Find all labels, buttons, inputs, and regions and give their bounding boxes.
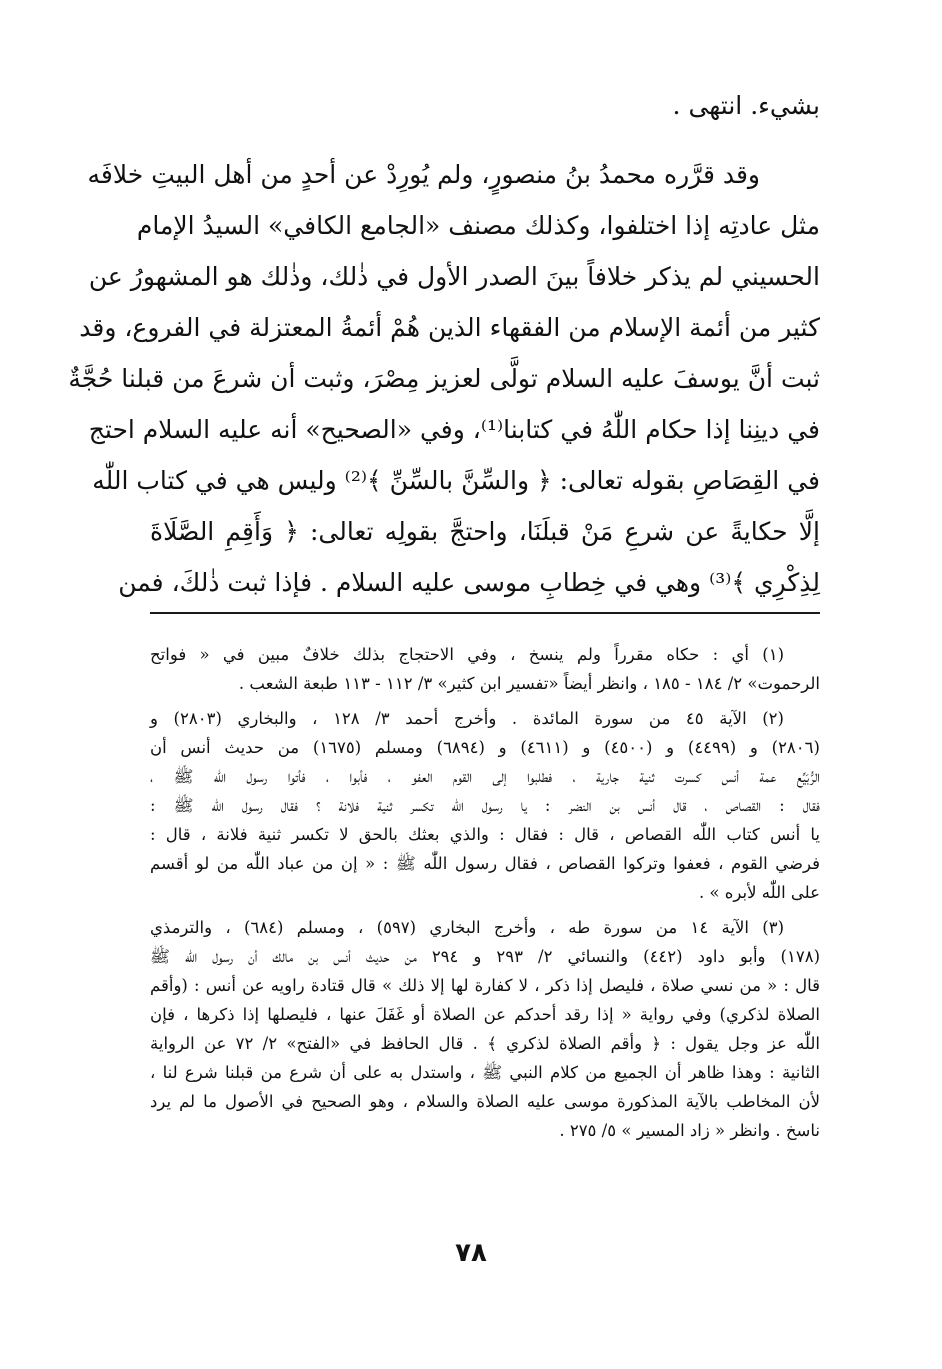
main-text-line: ثبت أنَّ يوسفَ عليه السلام تولَّى لعزيز مِصْرَ، وثبت أن شرعَ من قبلنا حُجَّةٌ (68, 364, 820, 393)
footnote-line: يا أنس كتاب اللّٰه القصاص ، قال : فقال : والذي بعثك بالحق لا تكسر ثنية فلانة ، قال : (150, 825, 820, 844)
footnote-separator (150, 612, 820, 614)
footnote-line: لأن المخاطب بالآية المذكورة موسى عليه الصلاة والسلام ، وهو الصحيح في الأصول ما لم يرد (150, 1092, 820, 1111)
footnote-line: قال : « من نسي صلاة ، فليصل إذا ذكر ، لا كفارة لها إلا ذلك » قال قتادة راويه عن أنس : (وأقم (150, 976, 820, 995)
main-text-line: في القِصَاصِ بقوله تعالى: ﴿ والسِّنَّ بالسِّنِّ ﴾⁽²⁾ وليس هي في كتاب اللّٰه (92, 466, 820, 495)
main-text-line: وقد قرَّره محمدُ بنُ منصورٍ، ولم يُورِدْ عن أحدٍ من أهل البيتِ خلافَه (87, 160, 760, 189)
main-text-line: لِذِكْرِي ﴾⁽³⁾ وهي في خِطابِ موسى عليه السلام . فإذا ثبت ذٰلكَ، فمن (118, 568, 820, 597)
footnote-line: الرُّبَيِّع عمة أنس كسرت ثنية جارية ، فطلبوا إلى القوم العفو ، فأبوا ، فأتوا رسول اللّٰه ﷺ ، (150, 767, 820, 786)
footnote-line: الصلاة لذكري) وفي رواية « إذا رقد أحدكم عن الصلاة أو غَفَلَ عنها ، فليصلها إذا ذكرها ، فإن (150, 1005, 820, 1024)
main-text-line: مثل عادتِه إذا اختلفوا، وكذلك مصنف «الجامع الكافي» السيدُ الإمام (136, 211, 820, 240)
main-text (68, 80, 820, 608)
main-text-line: في دينِنا إذا حكام اللّٰهُ في كتابنا⁽¹⁾، وفي «الصحيح» أنه عليه السلام احتج (88, 415, 820, 444)
footnote-line: ناسخ . وانظر « زاد المسير » ٥/ ٢٧٥ . (559, 1121, 820, 1140)
footnote-1 (150, 640, 820, 698)
footnote-line: على اللّٰه لأبره » . (698, 883, 820, 902)
footnote-line: اللّٰه عز وجل يقول : ﴿ وأقم الصلاة لذكري ﴾ . قال الحافظ في «الفتح» ٢/ ٧٢ عن الرواية (150, 1034, 820, 1053)
main-text-line: بشيء. انتهى . (672, 91, 820, 120)
main-text-line: كثير من أئمة الإسلام من الفقهاء الذين هُمْ أئمةُ المعتزلة في الفروع، وقد (79, 313, 820, 342)
main-text-line: الحسيني لم يذكر خلافاً بينَ الصدر الأول في ذٰلك، وذٰلك هو المشهورُ عن (88, 262, 820, 291)
footnote-line: (١٧٨) وأبو داود (٤٤٢) والنسائي ٢/ ٢٩٣ و ٢٩٤ من حديث أنس بن مالك أن رسول اللّٰه ﷺ (150, 947, 821, 966)
footnote-line: (٢٨٠٦) و (٤٤٩٩) و (٤٥٠٠) و (٤٦١١) و (٦٨٩٤) ومسلم (١٦٧٥) من حديث أنس أن (150, 738, 820, 757)
footnote-line: الرحموت» ٢/ ١٨٤ - ١٨٥ ، وانظر أيضاً «تفسير ابن كثير» ٣/ ١١٢ - ١١٣ طبعة الشعب . (238, 674, 820, 693)
footnote-line: فرضي القوم ، فعفوا وتركوا القصاص ، فقال رسول اللّٰه ﷺ : « إن من عباد اللّٰه من لو أقسم (150, 854, 820, 873)
footnote-line: (١) أي : حكاه مقرراً ولم ينسخ ، وفي الاحتجاج بذلك خلافٌ مبين في « فواتح (150, 645, 784, 664)
footnote-line: (٢) الآية ٤٥ من سورة المائدة . وأخرج أحمد ٣/ ١٢٨ ، والبخاري (٢٨٠٣) و (150, 709, 784, 728)
footnote-line: (٣) الآية ١٤ من سورة طه ، وأخرج البخاري (٥٩٧) ، ومسلم (٦٨٤) ، والترمذي (150, 918, 784, 937)
footnotes (150, 640, 820, 1145)
main-text-line: إلَّا حكايةً عن شرعِ مَنْ قبلَنَا، واحتجَّ بقولِه تعالى: ﴿ وَأَقِمِ الصَّلَاةَ (150, 517, 820, 546)
footnote-line: الثانية : وهذا ظاهر أن الجميع من كلام النبي ﷺ ، واستدل به على أن شرع من قبلنا شرع لنا ، (150, 1063, 820, 1082)
footnote-2 (150, 704, 820, 907)
footnote-3 (150, 913, 820, 1145)
footnote-line: فقال : القصاص ، قال أنس بن النضر : يا رسول اللّٰه تكسر ثنية فلانة ؟ فقال رسول اللّٰه ﷺ : (150, 796, 820, 815)
page-number: ٧٨ (455, 1238, 487, 1268)
